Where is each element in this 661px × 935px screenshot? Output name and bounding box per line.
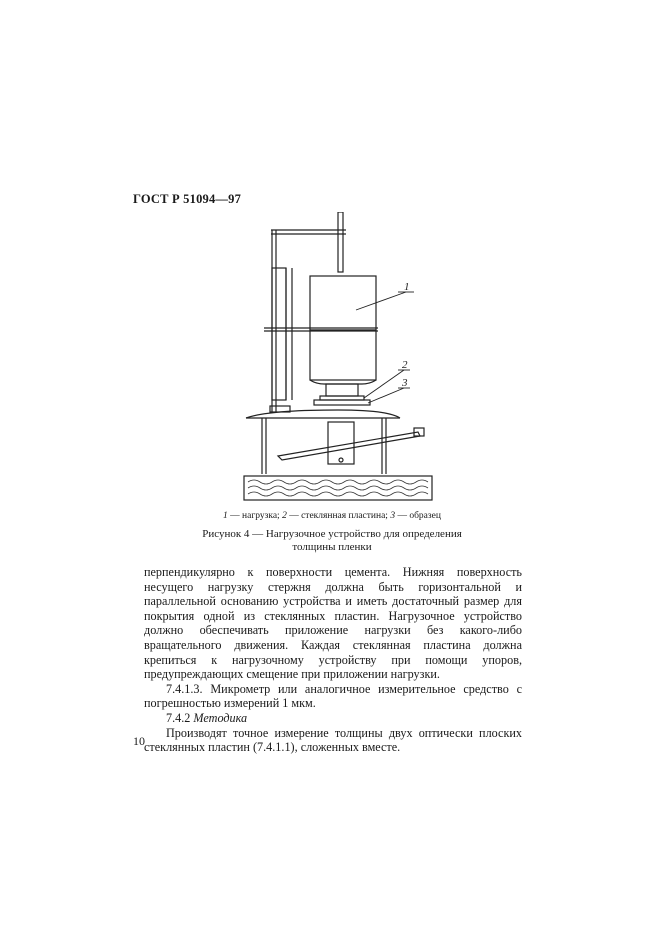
legend-num-2: 2 [282,511,287,521]
caption-line-2: толщины пленки [292,541,372,553]
section-heading-7-4-2 [144,711,522,726]
section-title: Методика [193,710,248,725]
label-1: 1 [404,281,410,293]
body-text [144,565,522,755]
page-number: 10 [133,734,145,748]
paragraph-method: Производят точное измерение толщины двух оптически плоских стеклянных пластин (7.4.1.1), сложенных вместе. [144,725,522,755]
paragraph-continuation: перпендикулярно к поверхности цемента. Нижняя поверхность несущего нагрузку стержня должна быть горизонтальной и параллельной основанию устройства и иметь достаточный размер для покрытия одной из стеклянных пластин. Нагрузочное устройство должно обеспечивать приложение нагрузки без какого-либо вращательного движения. Каждая стеклянная пластина должна крепиться к нагрузочному устройству при помощи упоров, предупреждающих смещение при приложении нагрузки. [144,565,522,682]
legend-num-3: 3 [390,511,396,521]
legend-text-2: — стеклянная пластина; [286,511,391,521]
legend-text-3: — образец [395,511,441,521]
document-header: ГОСТ Р 51094—97 [133,192,242,206]
label-2: 2 [402,359,408,371]
section-number: 7.4.2 [166,710,194,725]
loading-device-drawing [238,212,438,512]
label-3: 3 [402,377,408,389]
loading-device-figure [238,212,438,512]
figure-caption [133,528,531,554]
paragraph-7-4-1-3: 7.4.1.3. Микрометр или аналогичное измерительное средство с погрешностью измерений 1 мкм. [144,681,522,711]
legend-text-1: — нагрузка; [227,511,283,521]
legend-num-1: 1 [223,511,228,521]
figure-legend [133,511,531,521]
caption-line-1: Рисунок 4 — Нагрузочное устройство для определения [202,528,462,540]
